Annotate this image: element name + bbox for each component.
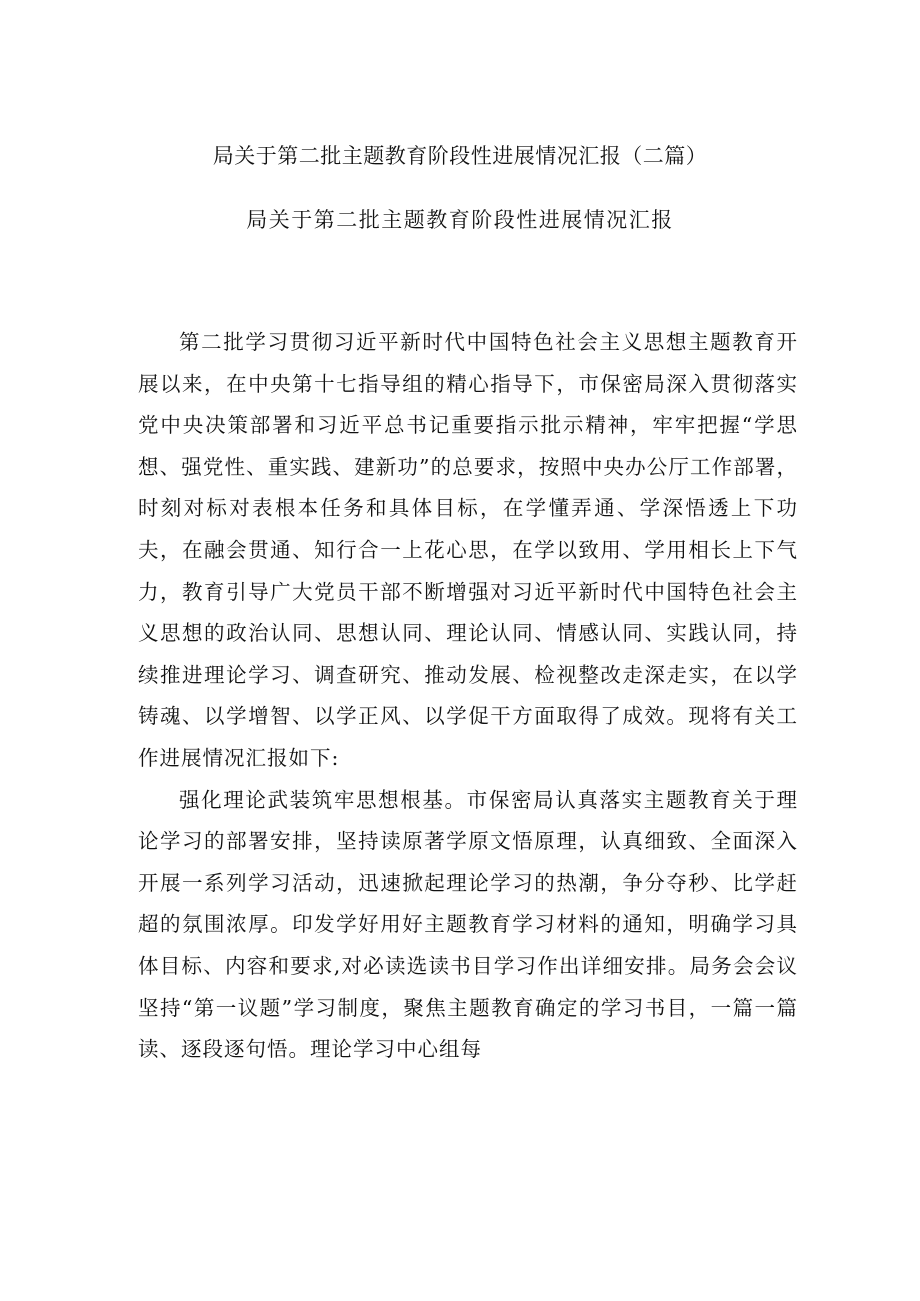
document-main-title: 局关于第二批主题教育阶段性进展情况汇报（二篇）: [212, 144, 708, 168]
body-paragraph-2: 强化理论武装筑牢思想根基。市保密局认真落实主题教育关于理论学习的部署安排，坚持读原著学原文悟原理，认真细致、全面深入开展一系列学习活动，迅速掀起理论学习的热潮，争分夺秒、比学赶超的氛围浓厚。印发学好用好主题教育学习材料的通知，明确学习具体目标、内容和要求,对必读选读书目学习作出详细安排。局务会会议坚持“第一议题”学习制度，聚焦主题教育确定的学习书目，一篇一篇读、逐段逐句悟。理论学习中心组每: [138, 787, 798, 1062]
document-body: [138, 322, 798, 1071]
document-sub-title: 局关于第二批主题教育阶段性进展情况汇报: [246, 208, 674, 232]
body-paragraph-1: 第二批学习贯彻习近平新时代中国特色社会主义思想主题教育开展以来，在中央第十七指导组的精心指导下，市保密局深入贯彻落实党中央决策部署和习近平总书记重要指示批示精神，牢牢把握“学思想、强党性、重实践、建新功”的总要求，按照中央办公厅工作部署，时刻对标对表根本任务和具体目标，在学懂弄通、学深悟透上下功夫，在融会贯通、知行合一上花心思，在学以致用、学用相长上下气力，教育引导广大党员干部不断增强对习近平新时代中国特色社会主义思想的政治认同、思想认同、理论认同、情感认同、实践认同，持续推进理论学习、调查研究、推动发展、检视整改走深走实，在以学铸魂、以学增智、以学正风、以学促干方面取得了成效。现将有关工作进展情况汇报如下:: [138, 330, 798, 770]
